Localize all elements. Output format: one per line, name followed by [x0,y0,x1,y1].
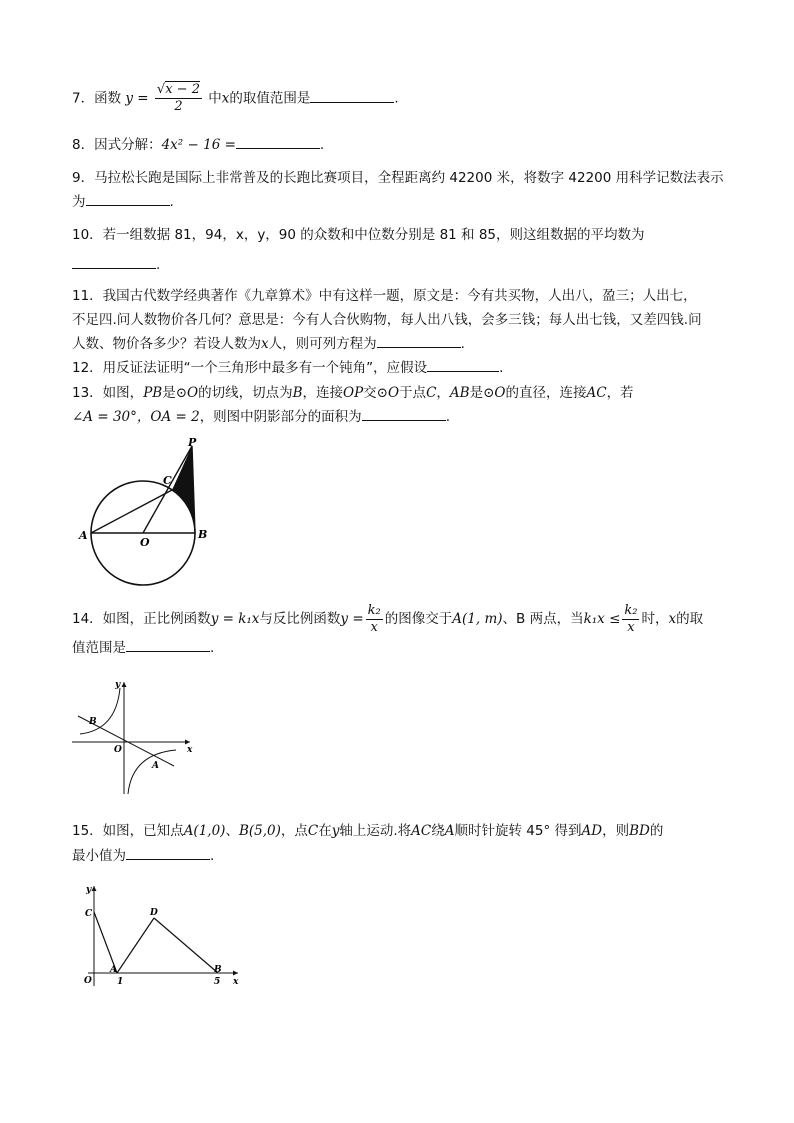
q15-c: C [307,823,319,839]
q13-figure [76,436,216,594]
q15-segment-ca [94,912,117,973]
q14-f2-num: k₂ [367,602,381,618]
question-11 [72,284,732,356]
q14-t2: 与反比例函数 [259,611,341,627]
q13-t1: 13．如图， [72,385,144,401]
q14-f1: y = k₁x [210,611,260,627]
q14-hyperbola-branch-left [80,688,120,734]
q15-ac: AC [411,823,432,839]
q15-t3: 在 [318,823,332,839]
q15-line2: 最小值为 [72,848,126,864]
q12-answer-blank[interactable] [427,357,499,372]
q13-t12: C [426,385,437,401]
q15-point-a: A(1,0) [183,823,226,839]
q12-text: 12．用反证法证明“一个三角形中最多有一个钝角”，应假设 [72,360,428,376]
q14-f2-lhs: y = [340,611,364,627]
q13-t7: ，连接 [302,385,344,401]
q15-a: A [444,823,455,839]
q15-label-o: O [84,976,92,986]
q13-t13: ， [436,385,450,401]
q13-label-b: B [198,528,208,541]
q8-end: . [319,137,325,153]
q10-line1: 10．若一组数据 81，94，x，y，90 的众数和中位数分别是 81 和 85，则这组数据的平均数为 [72,227,645,243]
q13-end: . [445,409,450,425]
q15-t4: 轴上运动.将 [339,823,412,839]
q7-number: 7．函数 [72,90,122,107]
q14-ineq-num: k₂ [624,602,638,618]
q9-line2: 为 [72,194,86,210]
q13-t3: 是 [162,385,176,401]
q13-label-a: A [79,529,88,542]
q15-end: . [210,848,215,864]
q14-label-o: O [114,745,122,755]
q9-answer-blank[interactable] [86,191,170,206]
q13-t15: 是 [469,385,484,401]
q13-t10: ⊙O [376,385,400,401]
q7-sqrt-body: x − 2 [165,82,200,97]
q13-shaded-region [172,446,195,533]
q13-segment-ac [91,490,172,533]
q14-ineq-lhs: k₁x ≤ [583,611,621,627]
q7-denominator: 2 [174,99,183,114]
q7-end: . [394,90,399,107]
q15-label-d: D [150,908,158,918]
q15-ad: AD [581,823,603,839]
q7-var: x [221,90,230,107]
q11-line2: 不足四.问人数物价各几何？意思是：今有人合伙购物，每人出八钱，会多三钱；每人出七钱，又差四钱.问 [72,312,702,328]
q14-var: x [668,611,677,627]
q7-tail: 的取值范围是 [229,90,311,107]
q15-sep: 、 [225,823,239,839]
question-8 [72,133,732,157]
q11-line3b: 人，则可列方程为 [268,336,377,352]
q13-given: ∠A = 30°，OA = 2 [72,409,200,425]
q14-axis-arrows [122,682,191,745]
q11-end: . [460,336,465,352]
q7-fraction: $\frac{√x - 2}{2}$ [156,82,200,114]
q14-ineq-den: x [627,619,635,635]
q15-segment-ad [117,918,154,973]
q14-label-y: y [115,680,121,690]
q13-t16: ⊙O [483,385,506,401]
q7-mid: 中 [208,90,222,107]
q15-t7: ，则 [602,823,630,839]
q13-t9: 交 [363,385,377,401]
q13-t17: 的直径，连接 [505,385,587,401]
q8-answer-blank[interactable] [236,134,320,149]
q14-figure [70,676,200,798]
q15-label-a: A [110,965,117,975]
q14-hyperbola-branch-right [128,750,176,794]
q15-t8: 的 [649,823,664,839]
question-9 [72,166,732,214]
q15-bd: BD [629,823,650,839]
q14-label-b: B [89,717,97,727]
q15-answer-blank[interactable] [126,845,210,860]
q13-t11: 于点 [399,385,427,401]
q14-end: . [210,640,215,656]
q15-point-b: B(5,0) [238,823,281,839]
q9-line1: 9．马拉松长跑是国际上非常普及的长跑比赛项目，全程距离约 42200 米，将数字 42200 用科学记数法表示 [72,170,724,186]
q15-y: y [331,823,340,839]
q14-label-x: x [187,745,193,755]
q11-line1: 11．我国古代数学经典著作《九章算术》中有这样一题，原文是：今有共买物，人出八，盈三；人出七， [72,288,697,304]
q15-t2: ，点 [280,823,308,839]
q13-t14: AB [449,385,470,401]
question-13 [72,381,732,429]
q13-t2: PB [143,385,163,401]
q14-t4: 、B 两点，当 [502,611,584,627]
q15-t5: 绕 [431,823,445,839]
q11-line3: 人数、物价各多少？若设人数为 [72,336,261,352]
q10-answer-blank[interactable] [72,254,156,269]
question-10 [72,223,732,277]
q13-t5: 的切线，切点为 [198,385,293,401]
q13-t19: ，若 [606,385,634,401]
q15-label-c: C [85,909,93,919]
question-15 [72,818,732,868]
q15-segment-db [154,918,218,973]
question-7 [72,82,732,115]
q9-end: . [169,194,174,210]
q13-label-c: C [163,474,172,487]
q15-t6: 顺时针旋转 45° 得到 [454,823,582,839]
q15-tick-5: 5 [214,977,221,987]
q7-expr-lhs: y = [125,90,149,107]
q13-t4: ⊙O [175,385,199,401]
q15-figure [80,882,246,990]
q14-t1: 14．如图，正比例函数 [72,611,211,627]
q14-t5: 时， [641,611,669,627]
q15-label-b: B [214,965,222,975]
q14-line2: 值范围是 [72,640,126,656]
q14-label-a: A [152,761,159,771]
q13-question: ，则图中阴影部分的面积为 [199,409,362,425]
q12-end: . [499,360,504,376]
q15-label-x: x [233,977,239,987]
q7-answer-blank[interactable] [310,88,394,103]
q14-answer-blank[interactable] [126,637,210,652]
q13-t18: AC [586,385,607,401]
q10-end: . [156,257,161,273]
q13-label-p: P [188,436,197,449]
q13-label-o: O [140,536,150,549]
q11-answer-blank[interactable] [377,333,461,348]
q14-ineq-fraction [622,603,639,636]
question-14 [72,602,732,660]
q8-expr: 4x² − 16 = [161,137,236,153]
q14-t6: 的取 [676,611,704,627]
q15-t1: 15．如图，已知点 [72,823,184,839]
q14-point: A(1, m) [452,611,503,627]
q11-var: x [261,336,269,352]
q13-t8: OP [343,385,364,401]
q13-t6: B [292,385,303,401]
question-12 [72,356,732,380]
q14-f2-den: x [370,619,378,635]
q8-number: 8．因式分解： [72,137,162,153]
q15-label-y: y [86,885,92,895]
q14-t3: 的图像交于 [384,611,453,627]
q15-tick-1: 1 [117,977,124,987]
q13-answer-blank[interactable] [362,406,446,421]
q14-f2-fraction [366,603,383,636]
